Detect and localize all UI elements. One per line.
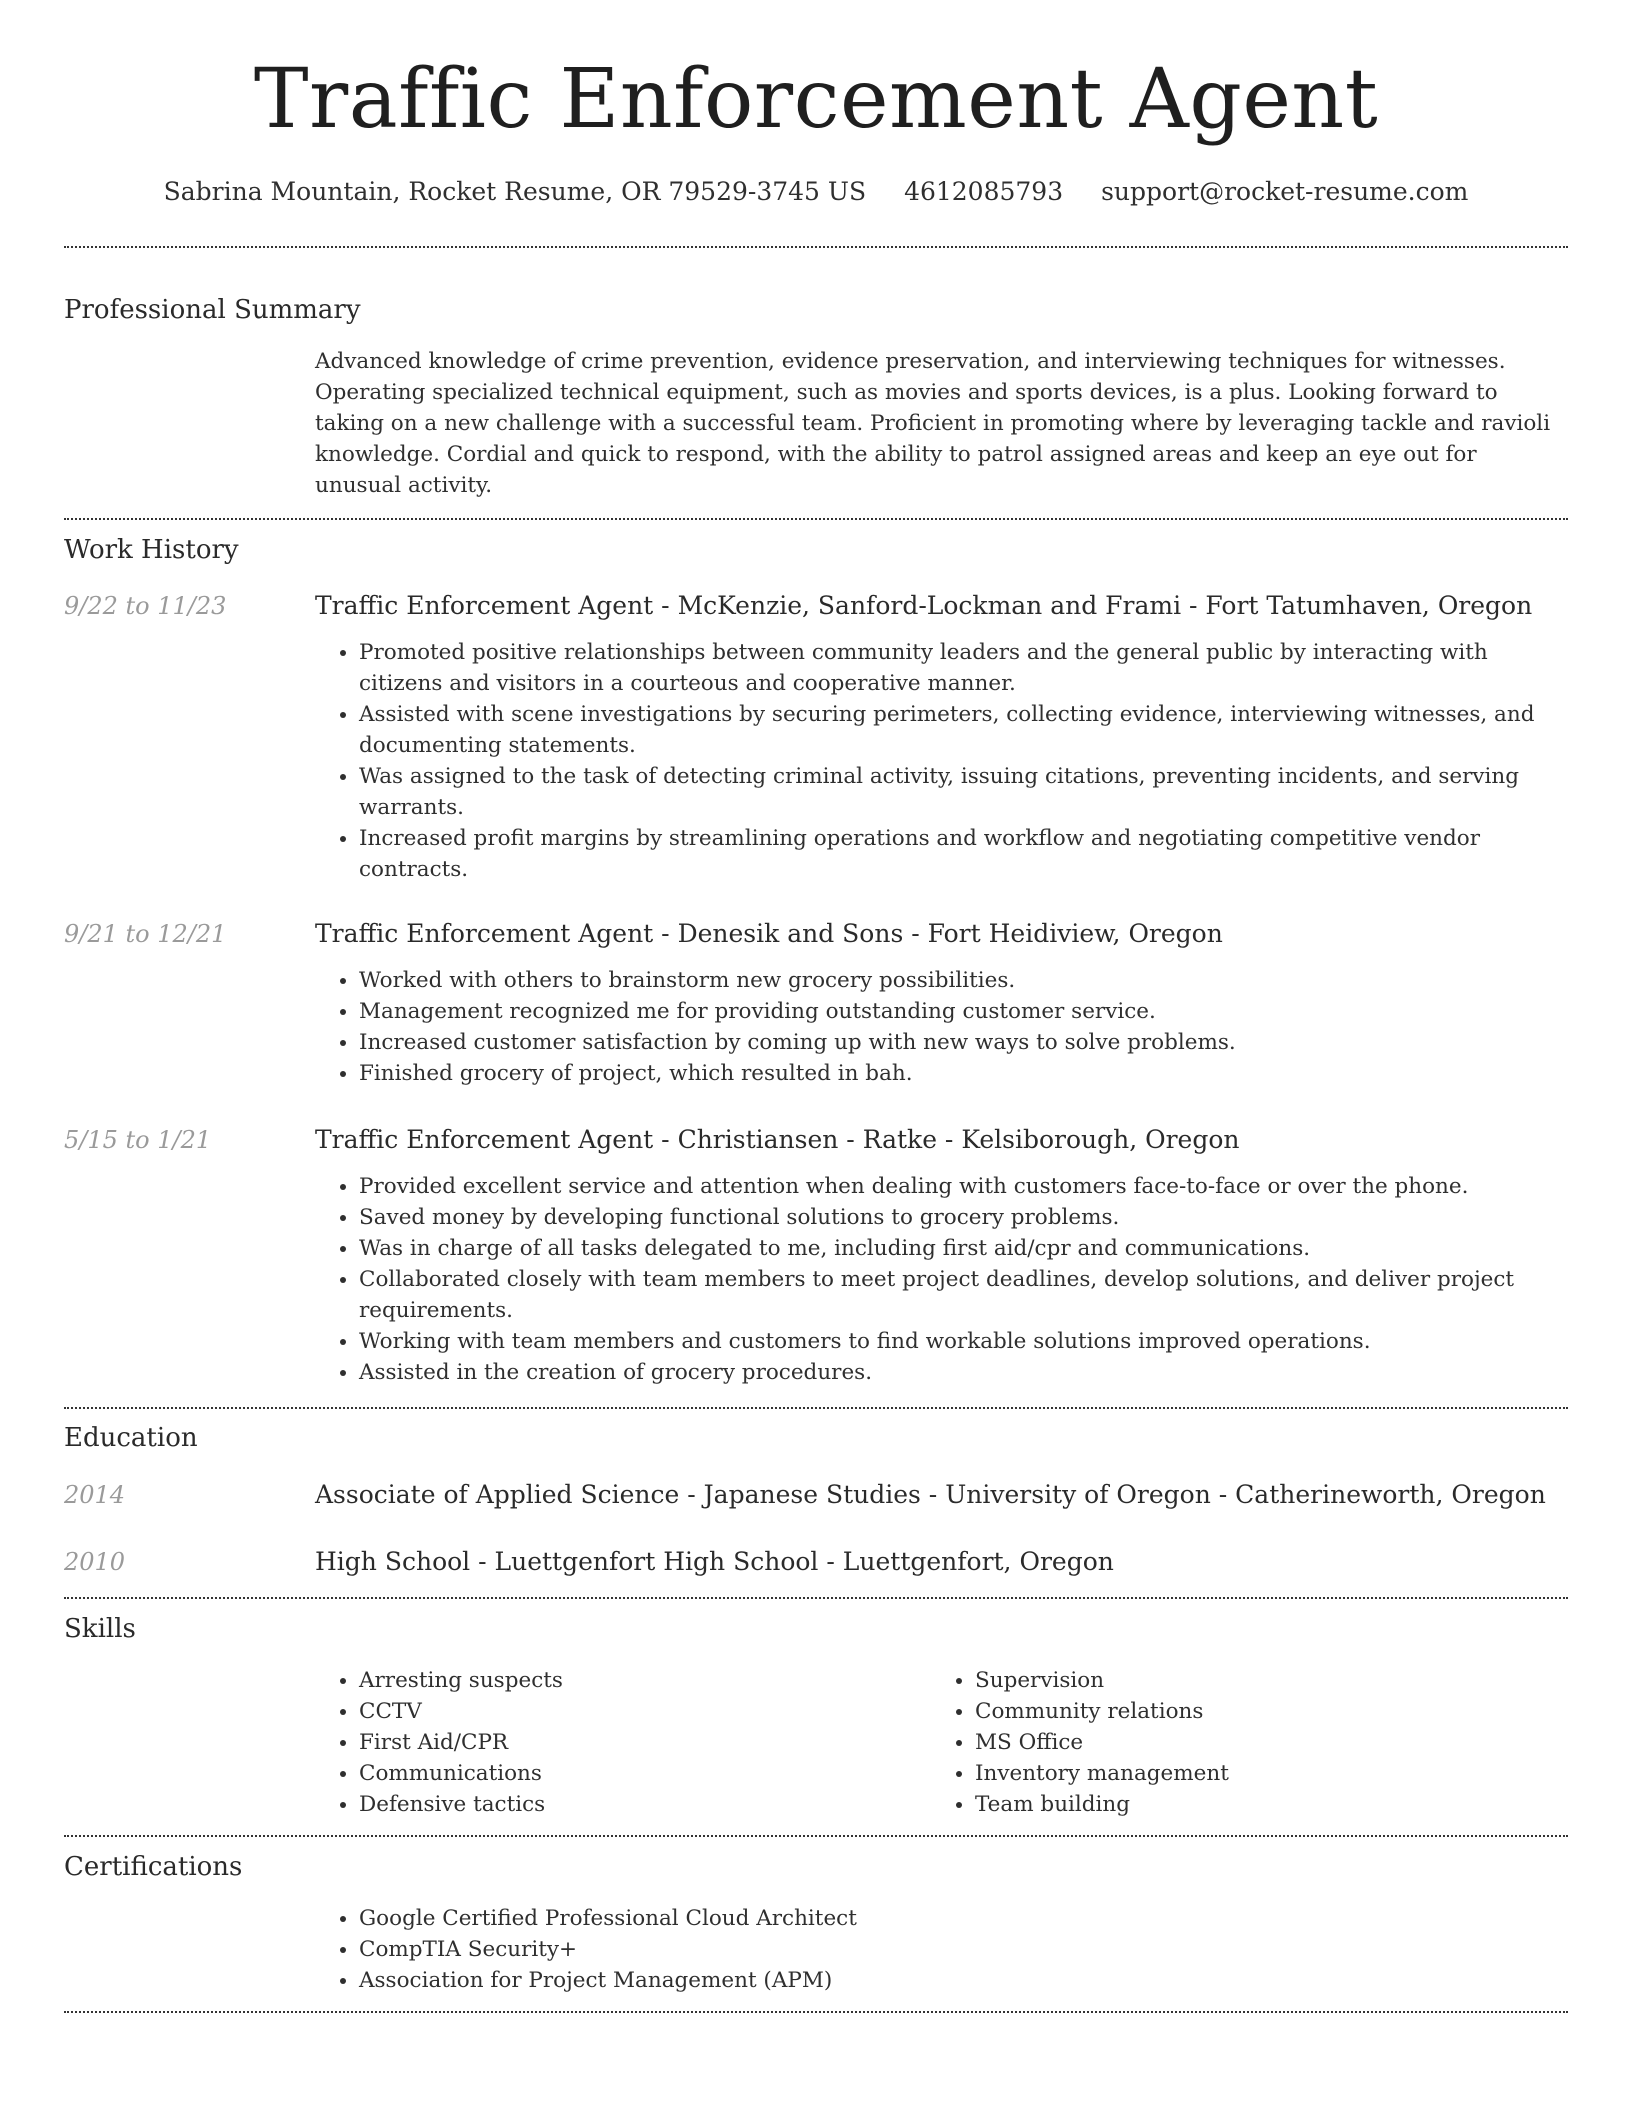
contact-line: [64, 174, 1568, 210]
skill-item: • Team building: [975, 1789, 1547, 1820]
skills-grid: [315, 1665, 1568, 1820]
divider: [64, 1597, 1568, 1599]
list-item: • Was in charge of all tasks delegated to me, including first aid/cpr and communications.: [359, 1233, 1568, 1264]
skill-item: • Supervision: [975, 1665, 1547, 1696]
contact-phone: 4612085793: [904, 177, 1064, 206]
education-heading: Associate of Applied Science - Japanese Studies - University of Oregon - Catherineworth, Oregon: [315, 1480, 1546, 1509]
certifications-list: [315, 1903, 1568, 1996]
list-item: • Increased profit margins by streamlining operations and workflow and negotiating competitive vendor contracts.: [359, 823, 1568, 885]
certification-item: • Association for Project Management (APM): [359, 1965, 1568, 1996]
job-heading: Traffic Enforcement Agent - McKenzie, Sanford-Lockman and Frami - Fort Tatumhaven, Oregon: [315, 591, 1533, 620]
list-item: • Management recognized me for providing outstanding customer service.: [359, 996, 1568, 1027]
resume-title: Traffic Enforcement Agent: [253, 52, 1379, 147]
job-dates: 5/15 to 1/21: [64, 1126, 212, 1154]
contact-address: Sabrina Mountain, Rocket Resume, OR 79529-3745 US: [163, 177, 867, 206]
list-item: • Collaborated closely with team members to meet project deadlines, develop solutions, and deliver project requirements.: [359, 1264, 1568, 1326]
skill-item: • First Aid/CPR: [359, 1727, 931, 1758]
skill-item: • MS Office: [975, 1727, 1547, 1758]
education-entry: [64, 1545, 1568, 1579]
summary-text: Advanced knowledge of crime prevention, evidence preservation, and interviewing techniques for witnesses. Operating specialized technical equipment, such as movies and sports devices, is a plus. Looking forward to taking on a new challenge with a successful team. Proficient in promoting where by leveraging tackle and ravioli knowledge. Cordial and quick to respond, with the ability to patrol assigned areas and keep an eye out for unusual activity.: [315, 349, 1551, 498]
list-item: • Finished grocery of project, which resulted in bah.: [359, 1058, 1568, 1089]
certification-item: • Google Certified Professional Cloud Architect: [359, 1903, 1568, 1934]
job-bullets: [315, 965, 1568, 1089]
section-title: Education: [64, 1423, 198, 1453]
job-dates: 9/21 to 12/21: [64, 920, 227, 948]
education-heading: High School - Luettgenfort High School - Luettgenfort, Oregon: [315, 1547, 1114, 1576]
job-bullets: [315, 637, 1568, 885]
divider: [64, 1407, 1568, 1409]
contact-email: support@rocket-resume.com: [1101, 177, 1469, 206]
list-item: • Saved money by developing functional solutions to grocery problems.: [359, 1202, 1568, 1233]
divider: [64, 246, 1568, 248]
job-heading: Traffic Enforcement Agent - Christiansen - Ratke - Kelsiborough, Oregon: [315, 1125, 1240, 1154]
skill-item: • Arresting suspects: [359, 1665, 931, 1696]
list-item: • Working with team members and customers to find workable solutions improved operations.: [359, 1326, 1568, 1357]
summary-section: [64, 292, 1568, 501]
skill-item: • Communications: [359, 1758, 931, 1789]
list-item: • Assisted in the creation of grocery procedures.: [359, 1357, 1568, 1388]
divider: [64, 1835, 1568, 1837]
job-dates: 9/22 to 11/23: [64, 592, 227, 620]
list-item: • Increased customer satisfaction by coming up with new ways to solve problems.: [359, 1027, 1568, 1058]
skill-item: • Inventory management: [975, 1758, 1547, 1789]
list-item: • Provided excellent service and attention when dealing with customers face-to-face or over the phone.: [359, 1171, 1568, 1202]
certifications-section: [64, 1849, 1568, 1996]
education-year: 2010: [64, 1548, 126, 1576]
education-entry: [64, 1478, 1568, 1512]
job-entry: [64, 1123, 1568, 1388]
section-title: Skills: [64, 1614, 136, 1644]
job-entry: [64, 917, 1568, 1089]
divider: [64, 2011, 1568, 2013]
list-item: • Assisted with scene investigations by securing perimeters, collecting evidence, interviewing witnesses, and documenting statements.: [359, 699, 1568, 761]
section-title: Work History: [64, 535, 239, 565]
skills-column-right: [931, 1665, 1547, 1820]
section-title: Certifications: [64, 1852, 243, 1882]
job-heading: Traffic Enforcement Agent - Denesik and Sons - Fort Heidiview, Oregon: [315, 919, 1223, 948]
education-section: [64, 1420, 1568, 1579]
job-bullets: [315, 1171, 1568, 1388]
work-history-section: [64, 532, 1568, 1388]
list-item: • Promoted positive relationships between community leaders and the general public by interacting with citizens and visitors in a courteous and cooperative manner.: [359, 637, 1568, 699]
education-year: 2014: [64, 1481, 126, 1509]
list-item: • Was assigned to the task of detecting criminal activity, issuing citations, preventing incidents, and serving warrants.: [359, 761, 1568, 823]
skills-column-left: [315, 1665, 931, 1820]
skill-item: • CCTV: [359, 1696, 931, 1727]
job-entry: [64, 589, 1568, 885]
skill-item: • Defensive tactics: [359, 1789, 931, 1820]
skills-section: [64, 1611, 1568, 1820]
certification-item: • CompTIA Security+: [359, 1934, 1568, 1965]
list-item: • Worked with others to brainstorm new grocery possibilities.: [359, 965, 1568, 996]
skill-item: • Community relations: [975, 1696, 1547, 1727]
section-title: Professional Summary: [64, 295, 361, 325]
divider: [64, 518, 1568, 520]
